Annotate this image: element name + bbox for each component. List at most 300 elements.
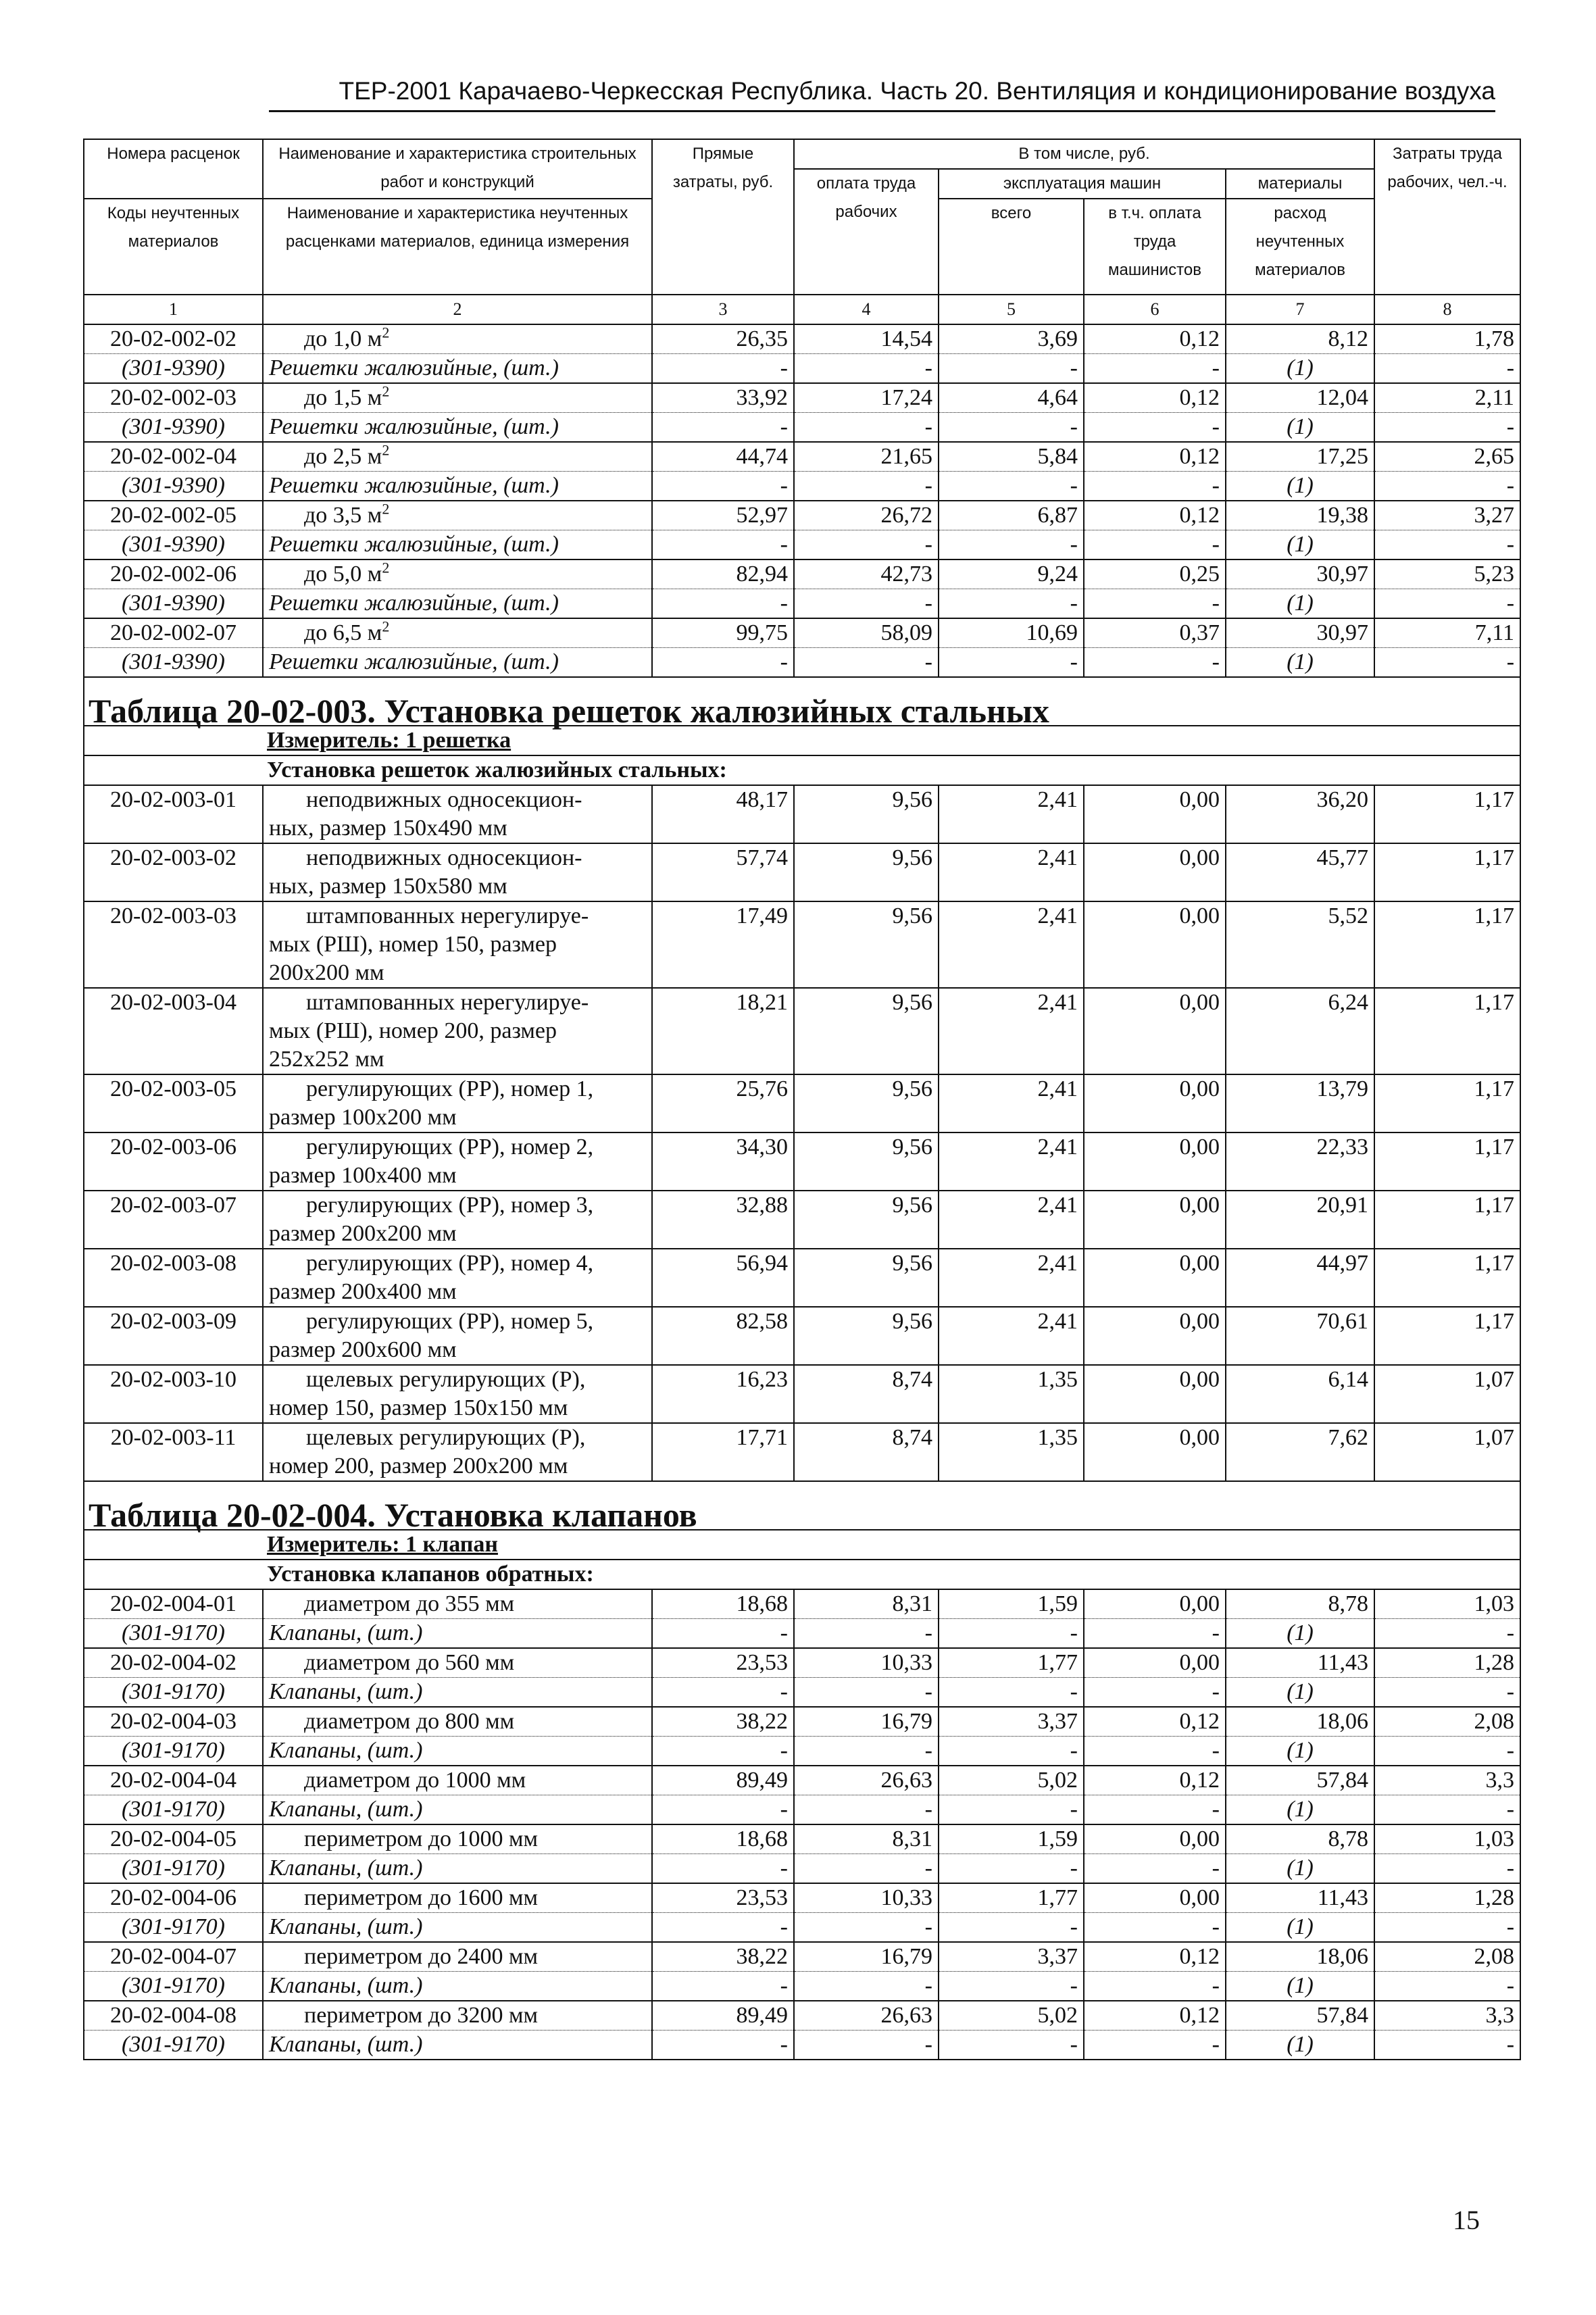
material-value: - — [794, 1678, 939, 1708]
table-003-body — [84, 785, 1520, 1481]
value-cell: 0,00 — [1084, 901, 1226, 988]
value-cell: 1,28 — [1374, 1648, 1520, 1678]
work-name — [263, 1307, 652, 1365]
value-cell: 38,22 — [652, 1942, 794, 1972]
table-row — [84, 1589, 1520, 1619]
material-value: - — [1084, 354, 1226, 384]
value-cell: 2,08 — [1374, 1942, 1520, 1972]
work-name-line: неподвижных односекцион- — [306, 787, 582, 812]
superscript: 2 — [382, 382, 390, 400]
value-cell: 1,03 — [1374, 1824, 1520, 1854]
value-cell: 17,24 — [794, 383, 939, 413]
material-value: - — [1374, 1619, 1520, 1649]
value-cell: 11,43 — [1226, 1648, 1374, 1678]
value-cell: 1,77 — [939, 1883, 1084, 1913]
material-value: - — [939, 648, 1084, 678]
superscript: 2 — [382, 500, 390, 518]
material-value: - — [652, 648, 794, 678]
column-number: 4 — [794, 295, 939, 324]
value-cell: 0,00 — [1084, 988, 1226, 1074]
work-name: до 3,5 $м^2$ — [263, 501, 652, 530]
work-name-line: регулирующих (РР), номер 4, — [306, 1251, 594, 1276]
value-cell: 1,17 — [1374, 785, 1520, 843]
material-name: Клапаны, (шт.) — [263, 1795, 652, 1825]
value-cell: 18,06 — [1226, 1707, 1374, 1737]
page-number: 15 — [1453, 2205, 1480, 2235]
table-row — [84, 1707, 1520, 1737]
material-row — [84, 648, 1520, 678]
col-head-2a: Наименование и характеристика строительных работ и конструкций — [263, 139, 652, 199]
material-value: - — [1374, 1972, 1520, 2001]
value-cell: 1,17 — [1374, 988, 1520, 1074]
value-cell: 16,79 — [794, 1707, 939, 1737]
work-name: до 6,5 $м^2$ — [263, 618, 652, 648]
col-head-2b: Наименование и характеристика неучтенных расценками материалов, единица измерения — [263, 199, 652, 295]
material-code: (301-9170) — [84, 1678, 263, 1708]
value-cell: 2,41 — [939, 1132, 1084, 1191]
material-row — [84, 354, 1520, 384]
value-cell: 6,87 — [939, 501, 1084, 530]
material-value: - — [794, 1737, 939, 1766]
value-cell: 32,88 — [652, 1191, 794, 1249]
value-cell: 26,63 — [794, 1766, 939, 1795]
material-name: Клапаны, (шт.) — [263, 1737, 652, 1766]
table-row — [84, 901, 1520, 988]
value-cell: 23,53 — [652, 1648, 794, 1678]
value-cell: 89,49 — [652, 1766, 794, 1795]
value-cell: 30,97 — [1226, 618, 1374, 648]
value-cell: 16,23 — [652, 1365, 794, 1423]
value-cell: 3,37 — [939, 1942, 1084, 1972]
value-cell: 11,43 — [1226, 1883, 1374, 1913]
material-value: - — [939, 472, 1084, 501]
value-cell: 26,72 — [794, 501, 939, 530]
material-value: - — [1084, 413, 1226, 443]
rate-code: 20-02-002-05 — [84, 501, 263, 530]
value-cell: 3,3 — [1374, 1766, 1520, 1795]
rates-table — [83, 139, 1521, 2060]
table-row — [84, 1824, 1520, 1854]
material-row — [84, 1854, 1520, 1884]
work-name-line: 252х252 мм — [269, 1047, 384, 1072]
rate-code: 20-02-004-02 — [84, 1648, 263, 1678]
col-head-1a: Номера расценок — [84, 139, 263, 199]
value-cell: 2,11 — [1374, 383, 1520, 413]
work-name — [263, 988, 652, 1074]
material-value: - — [794, 413, 939, 443]
material-value: (1) — [1226, 413, 1374, 443]
material-value: - — [652, 530, 794, 560]
value-cell: 48,17 — [652, 785, 794, 843]
material-code: (301-9170) — [84, 1737, 263, 1766]
table-row — [84, 988, 1520, 1074]
material-name: Решетки жалюзийные, (шт.) — [263, 413, 652, 443]
material-value: - — [1084, 1972, 1226, 2001]
material-code: (301-9390) — [84, 589, 263, 619]
material-value: - — [1084, 472, 1226, 501]
material-row — [84, 530, 1520, 560]
rate-code: 20-02-003-06 — [84, 1132, 263, 1191]
value-cell: 9,56 — [794, 1132, 939, 1191]
value-cell: 1,35 — [939, 1365, 1084, 1423]
rate-code: 20-02-004-06 — [84, 1883, 263, 1913]
value-cell: 0,12 — [1084, 2001, 1226, 2031]
column-numbers-row — [84, 295, 1520, 324]
value-cell: 0,00 — [1084, 1132, 1226, 1191]
value-cell: 99,75 — [652, 618, 794, 648]
table-row — [84, 1766, 1520, 1795]
material-value: - — [652, 1854, 794, 1884]
value-cell: 26,63 — [794, 2001, 939, 2031]
col-head-4: оплата труда рабочих — [794, 169, 939, 295]
value-cell: 12,04 — [1226, 383, 1374, 413]
work-name: до 2,5 $м^2$ — [263, 442, 652, 472]
material-value: - — [652, 472, 794, 501]
col-head-materials: материалы — [1226, 169, 1374, 199]
value-cell: 1,07 — [1374, 1423, 1520, 1481]
value-cell: 21,65 — [794, 442, 939, 472]
value-cell: 1,17 — [1374, 1074, 1520, 1132]
value-cell: 9,56 — [794, 785, 939, 843]
value-cell: 9,56 — [794, 901, 939, 988]
value-cell: 34,30 — [652, 1132, 794, 1191]
value-cell: 30,97 — [1226, 559, 1374, 589]
work-name-line: неподвижных односекцион- — [306, 845, 582, 870]
material-value: (1) — [1226, 2031, 1374, 2060]
material-value: - — [794, 472, 939, 501]
rate-code: 20-02-003-01 — [84, 785, 263, 843]
material-value: - — [1084, 2031, 1226, 2060]
value-cell: 0,00 — [1084, 1824, 1226, 1854]
material-row — [84, 589, 1520, 619]
table-row — [84, 1132, 1520, 1191]
value-cell: 9,56 — [794, 1074, 939, 1132]
value-cell: 18,68 — [652, 1824, 794, 1854]
rate-code: 20-02-004-04 — [84, 1766, 263, 1795]
table-003-section: Установка решеток жалюзийных стальных: — [84, 755, 1520, 785]
value-cell: 0,00 — [1084, 1074, 1226, 1132]
material-code: (301-9170) — [84, 1619, 263, 1649]
material-name: Решетки жалюзийные, (шт.) — [263, 648, 652, 678]
value-cell: 10,33 — [794, 1648, 939, 1678]
table-row — [84, 1423, 1520, 1481]
value-cell: 0,00 — [1084, 1249, 1226, 1307]
rate-code: 20-02-002-03 — [84, 383, 263, 413]
header-rule — [269, 110, 1495, 112]
col-head-6: в т.ч. оплата труда машинистов — [1084, 199, 1226, 295]
value-cell: 13,79 — [1226, 1074, 1374, 1132]
table-003-title: Таблица 20-02-003. Установка решеток жалюзийных стальных — [84, 677, 1520, 726]
material-value: - — [1084, 1854, 1226, 1884]
material-name: Клапаны, (шт.) — [263, 2031, 652, 2060]
value-cell: 5,23 — [1374, 559, 1520, 589]
work-name-line: регулирующих (РР), номер 5, — [306, 1309, 594, 1334]
value-cell: 8,12 — [1226, 324, 1374, 354]
table-row — [84, 1365, 1520, 1423]
column-number: 1 — [84, 295, 263, 324]
col-head-1b: Коды неучтенных материалов — [84, 199, 263, 295]
value-cell: 56,94 — [652, 1249, 794, 1307]
material-value: - — [1374, 589, 1520, 619]
material-value: - — [794, 1619, 939, 1649]
value-cell: 0,00 — [1084, 1365, 1226, 1423]
value-cell: 45,77 — [1226, 843, 1374, 901]
material-code: (301-9390) — [84, 472, 263, 501]
table-row — [84, 383, 1520, 413]
table-row — [84, 618, 1520, 648]
value-cell: 1,17 — [1374, 901, 1520, 988]
material-value: - — [794, 1913, 939, 1943]
material-row — [84, 472, 1520, 501]
value-cell: 70,61 — [1226, 1307, 1374, 1365]
table-004-body — [84, 1589, 1520, 2060]
value-cell: 1,17 — [1374, 843, 1520, 901]
col-head-incl: В том числе, руб. — [794, 139, 1374, 169]
value-cell: 9,56 — [794, 843, 939, 901]
work-name — [263, 843, 652, 901]
value-cell: 9,56 — [794, 1249, 939, 1307]
column-number: 7 — [1226, 295, 1374, 324]
work-name-line: ных, размер 150х580 мм — [269, 874, 507, 899]
superscript: 2 — [382, 441, 390, 459]
table-003-measure: Измеритель: 1 решетка — [84, 726, 1520, 755]
value-cell: 7,62 — [1226, 1423, 1374, 1481]
material-value: - — [939, 354, 1084, 384]
work-name-line: размер 100х200 мм — [269, 1105, 457, 1130]
material-value: - — [1374, 472, 1520, 501]
material-value: (1) — [1226, 530, 1374, 560]
value-cell: 2,41 — [939, 901, 1084, 988]
column-number: 3 — [652, 295, 794, 324]
value-cell: 0,12 — [1084, 442, 1226, 472]
value-cell: 0,00 — [1084, 785, 1226, 843]
rate-code: 20-02-004-08 — [84, 2001, 263, 2031]
rate-code: 20-02-004-03 — [84, 1707, 263, 1737]
value-cell: 8,74 — [794, 1365, 939, 1423]
work-name-line: размер 200х200 мм — [269, 1221, 457, 1246]
value-cell: 20,91 — [1226, 1191, 1374, 1249]
table-row — [84, 843, 1520, 901]
material-code: (301-9170) — [84, 1913, 263, 1943]
material-value: (1) — [1226, 1678, 1374, 1708]
material-value: (1) — [1226, 1619, 1374, 1649]
work-name-line: номер 200, размер 200х200 мм — [269, 1453, 568, 1478]
material-code: (301-9390) — [84, 648, 263, 678]
material-value: - — [652, 1678, 794, 1708]
value-cell: 7,11 — [1374, 618, 1520, 648]
superscript: 2 — [382, 618, 390, 635]
material-value: (1) — [1226, 589, 1374, 619]
material-code: (301-9170) — [84, 2031, 263, 2060]
material-code: (301-9390) — [84, 413, 263, 443]
material-row — [84, 1678, 1520, 1708]
table-row — [84, 1942, 1520, 1972]
work-name: до 1,0 $м^2$ — [263, 324, 652, 354]
value-cell: 0,00 — [1084, 1191, 1226, 1249]
value-cell: 58,09 — [794, 618, 939, 648]
work-name-line: штампованных нерегулируе- — [306, 903, 589, 928]
value-cell: 0,12 — [1084, 1766, 1226, 1795]
material-value: - — [1084, 1913, 1226, 1943]
material-code: (301-9170) — [84, 1972, 263, 2001]
value-cell: 2,41 — [939, 1191, 1084, 1249]
material-value: - — [794, 2031, 939, 2060]
value-cell: 0,12 — [1084, 383, 1226, 413]
material-value: (1) — [1226, 472, 1374, 501]
value-cell: 17,49 — [652, 901, 794, 988]
material-value: (1) — [1226, 1972, 1374, 2001]
material-row — [84, 1795, 1520, 1825]
col-head-3: Прямые затраты, руб. — [652, 139, 794, 295]
work-name: диаметром до 800 мм — [263, 1707, 652, 1737]
value-cell: 0,00 — [1084, 1589, 1226, 1619]
col-head-5: всего — [939, 199, 1084, 295]
material-value: - — [1374, 413, 1520, 443]
work-name: периметром до 1000 мм — [263, 1824, 652, 1854]
value-cell: 52,97 — [652, 501, 794, 530]
work-name — [263, 1423, 652, 1481]
material-row — [84, 413, 1520, 443]
work-name — [263, 1074, 652, 1132]
value-cell: 2,41 — [939, 843, 1084, 901]
table-row — [84, 1648, 1520, 1678]
value-cell: 6,14 — [1226, 1365, 1374, 1423]
value-cell: 2,41 — [939, 988, 1084, 1074]
table-003-header — [84, 677, 1520, 785]
rate-code: 20-02-003-09 — [84, 1307, 263, 1365]
value-cell: 25,76 — [652, 1074, 794, 1132]
value-cell: 10,33 — [794, 1883, 939, 1913]
table-row — [84, 501, 1520, 530]
value-cell: 9,56 — [794, 1191, 939, 1249]
table-row — [84, 442, 1520, 472]
value-cell: 5,52 — [1226, 901, 1374, 988]
material-value: - — [939, 1678, 1084, 1708]
value-cell: 1,77 — [939, 1648, 1084, 1678]
value-cell: 18,06 — [1226, 1942, 1374, 1972]
work-name-line: регулирующих (РР), номер 1, — [306, 1076, 594, 1101]
material-value: - — [1374, 2031, 1520, 2060]
rate-code: 20-02-003-03 — [84, 901, 263, 988]
value-cell: 2,08 — [1374, 1707, 1520, 1737]
work-name-line: размер 100х400 мм — [269, 1163, 457, 1188]
rate-code: 20-02-002-02 — [84, 324, 263, 354]
value-cell: 17,25 — [1226, 442, 1374, 472]
table-row — [84, 559, 1520, 589]
material-value: - — [939, 530, 1084, 560]
material-value: - — [1374, 1678, 1520, 1708]
material-value: - — [1084, 589, 1226, 619]
value-cell: 2,41 — [939, 1307, 1084, 1365]
table-004-header — [84, 1481, 1520, 1589]
value-cell: 82,58 — [652, 1307, 794, 1365]
material-value: - — [652, 1972, 794, 2001]
value-cell: 2,41 — [939, 1249, 1084, 1307]
value-cell: 5,02 — [939, 1766, 1084, 1795]
material-value: - — [1084, 1737, 1226, 1766]
work-name-line: размер 200х600 мм — [269, 1337, 457, 1362]
work-name — [263, 1249, 652, 1307]
material-value: - — [652, 1795, 794, 1825]
material-value: - — [652, 1619, 794, 1649]
value-cell: 3,3 — [1374, 2001, 1520, 2031]
value-cell: 0,00 — [1084, 843, 1226, 901]
material-value: - — [794, 1795, 939, 1825]
rate-code: 20-02-003-08 — [84, 1249, 263, 1307]
value-cell: 8,31 — [794, 1824, 939, 1854]
rate-code: 20-02-002-06 — [84, 559, 263, 589]
work-name: диаметром до 1000 мм — [263, 1766, 652, 1795]
work-name-line: мых (РШ), номер 150, размер — [269, 932, 557, 957]
value-cell: 1,17 — [1374, 1191, 1520, 1249]
value-cell: 9,56 — [794, 1307, 939, 1365]
material-value: (1) — [1226, 1913, 1374, 1943]
material-value: - — [1374, 648, 1520, 678]
material-value: (1) — [1226, 1795, 1374, 1825]
work-name-line: размер 200х400 мм — [269, 1279, 457, 1304]
value-cell: 2,41 — [939, 1074, 1084, 1132]
table-row — [84, 1883, 1520, 1913]
table-002-body — [84, 324, 1520, 677]
value-cell: 0,12 — [1084, 324, 1226, 354]
value-cell: 2,65 — [1374, 442, 1520, 472]
value-cell: 6,24 — [1226, 988, 1374, 1074]
value-cell: 8,78 — [1226, 1824, 1374, 1854]
value-cell: 8,31 — [794, 1589, 939, 1619]
value-cell: 57,84 — [1226, 2001, 1374, 2031]
column-number: 6 — [1084, 295, 1226, 324]
value-cell: 18,21 — [652, 988, 794, 1074]
value-cell: 2,41 — [939, 785, 1084, 843]
table-004-measure: Измеритель: 1 клапан — [84, 1530, 1520, 1560]
material-value: - — [1374, 530, 1520, 560]
value-cell: 1,17 — [1374, 1132, 1520, 1191]
value-cell: 57,84 — [1226, 1766, 1374, 1795]
material-value: - — [939, 1854, 1084, 1884]
work-name-line: 200х200 мм — [269, 960, 384, 985]
page-header: ТЕР-2001 Карачаево-Черкесская Республика. Часть 20. Вентиляция и кондиционирование воздуха — [339, 77, 1495, 105]
value-cell: 82,94 — [652, 559, 794, 589]
work-name-line: регулирующих (РР), номер 2, — [306, 1135, 594, 1160]
material-row — [84, 2031, 1520, 2060]
table-004-section: Установка клапанов обратных: — [84, 1560, 1520, 1589]
table-row — [84, 785, 1520, 843]
material-value: - — [794, 589, 939, 619]
value-cell: 10,69 — [939, 618, 1084, 648]
material-value: - — [1374, 1913, 1520, 1943]
work-name — [263, 1365, 652, 1423]
value-cell: 36,20 — [1226, 785, 1374, 843]
value-cell: 22,33 — [1226, 1132, 1374, 1191]
material-code: (301-9170) — [84, 1795, 263, 1825]
table-row — [84, 2001, 1520, 2031]
material-name: Клапаны, (шт.) — [263, 1619, 652, 1649]
material-code: (301-9390) — [84, 354, 263, 384]
material-name: Решетки жалюзийные, (шт.) — [263, 530, 652, 560]
material-name: Решетки жалюзийные, (шт.) — [263, 589, 652, 619]
col-head-machines: эксплуатация машин — [939, 169, 1226, 199]
material-value: - — [1084, 648, 1226, 678]
column-number: 8 — [1374, 295, 1520, 324]
work-name: диаметром до 355 мм — [263, 1589, 652, 1619]
rate-code: 20-02-003-02 — [84, 843, 263, 901]
table-row — [84, 1074, 1520, 1132]
material-value: - — [939, 1737, 1084, 1766]
work-name: до 5,0 $м^2$ — [263, 559, 652, 589]
work-name-line: ных, размер 150х490 мм — [269, 816, 507, 841]
value-cell: 0,12 — [1084, 1707, 1226, 1737]
material-name: Клапаны, (шт.) — [263, 1678, 652, 1708]
